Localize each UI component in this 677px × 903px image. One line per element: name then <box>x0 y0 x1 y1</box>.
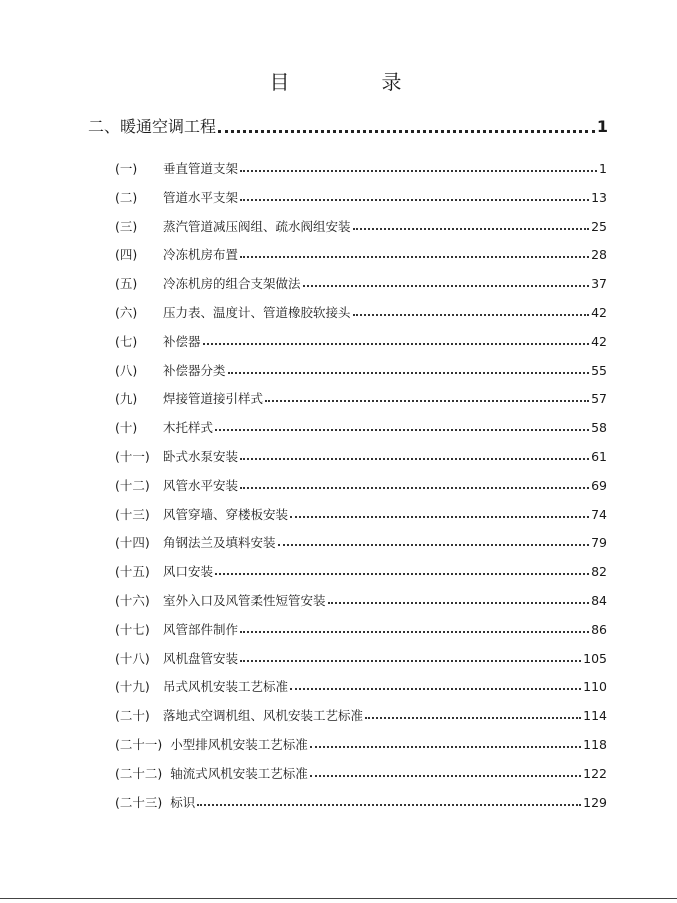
toc-entry-number: (十五) <box>115 564 150 580</box>
toc-entry-title: 木托样式 <box>163 420 214 436</box>
toc-entry-page: 129 <box>583 794 607 810</box>
toc-entry-number: (七) <box>115 333 138 349</box>
toc-entry-title: 角钢法兰及填料安装 <box>163 535 276 551</box>
dot-leader <box>353 314 590 316</box>
toc-entry-page: 69 <box>591 477 607 493</box>
toc-entry[interactable] <box>115 188 607 206</box>
toc-entry[interactable] <box>115 217 607 235</box>
toc-entry-page: 114 <box>583 708 607 724</box>
dot-leader <box>290 516 589 518</box>
toc-entry[interactable] <box>115 274 607 292</box>
toc-entry-page: 122 <box>583 765 607 781</box>
toc-entry-number: (八) <box>115 362 138 378</box>
toc-entry-number: (十八) <box>115 650 150 666</box>
toc-entry[interactable] <box>115 649 607 667</box>
toc-entry-title: 轴流式风机安装工艺标准 <box>170 765 308 781</box>
dot-leader <box>240 487 589 489</box>
toc-entry-number: (十四) <box>115 535 150 551</box>
toc-entry-title: 压力表、温度计、管道橡胶软接头 <box>163 305 351 320</box>
toc-entry-title: 冷冻机房布置 <box>163 247 239 263</box>
dot-leader <box>353 228 590 230</box>
toc-entry-title: 风口安装 <box>163 564 214 580</box>
toc-title: 目 录 <box>269 70 438 94</box>
toc-entry[interactable] <box>115 677 607 695</box>
toc-entry-number: (二十) <box>115 708 150 724</box>
toc-entry[interactable] <box>115 447 607 465</box>
dot-leader <box>365 717 581 719</box>
toc-entry-number: (二十二) <box>115 765 163 781</box>
toc-entry-title: 风管部件制作 <box>163 621 239 637</box>
toc-section-row[interactable] <box>88 114 608 137</box>
toc-entry-title: 补偿器 <box>163 333 201 349</box>
toc-entry[interactable] <box>115 764 607 782</box>
dot-leader <box>240 256 589 258</box>
dot-leader <box>278 544 590 546</box>
toc-entry-page: 55 <box>591 362 607 378</box>
toc-entry-page: 105 <box>583 650 607 666</box>
toc-entry-page: 37 <box>591 276 607 292</box>
toc-entry[interactable] <box>115 303 607 321</box>
toc-entry[interactable] <box>115 562 607 580</box>
toc-entry[interactable] <box>115 620 607 638</box>
dot-leader <box>215 429 589 431</box>
toc-entry-number: (一) <box>115 161 138 176</box>
toc-entry-title: 落地式空调机组、风机安装工艺标准 <box>163 708 364 724</box>
toc-entry-title: 垂直管道支架 <box>163 161 239 176</box>
toc-entry-page: 57 <box>591 391 607 407</box>
toc-entry[interactable] <box>115 706 607 724</box>
toc-entry-page: 84 <box>591 593 607 608</box>
toc-entry-page: 42 <box>591 305 607 320</box>
dot-leader <box>215 573 589 575</box>
toc-entry[interactable] <box>115 505 607 523</box>
toc-entry-title: 室外入口及风管柔性短管安装 <box>163 593 326 608</box>
toc-entry[interactable] <box>115 591 607 609</box>
toc-entry-page: 58 <box>591 420 607 436</box>
toc-entry-page: 86 <box>591 621 607 637</box>
toc-entry-page: 118 <box>583 737 607 752</box>
toc-entry-number: (十) <box>115 420 138 436</box>
toc-entry-number: (三) <box>115 218 138 234</box>
dot-leader <box>240 660 581 662</box>
toc-entry[interactable] <box>115 389 607 407</box>
toc-entry-title: 冷冻机房的组合支架做法 <box>163 276 301 292</box>
toc-entry[interactable] <box>115 361 607 379</box>
toc-entry-title: 小型排风机安装工艺标准 <box>170 737 308 752</box>
toc-entry-number: (九) <box>115 391 138 407</box>
toc-entry-title: 吊式风机安装工艺标准 <box>163 679 289 695</box>
toc-entry-number: (二十三) <box>115 794 163 810</box>
toc-entry-title: 标识 <box>170 794 196 810</box>
toc-entry-number: (十九) <box>115 679 150 695</box>
toc-entry-page: 13 <box>591 189 607 205</box>
toc-entry-title: 风管穿墙、穿楼板安装 <box>163 506 289 522</box>
dot-leader <box>228 372 590 374</box>
dot-leader <box>218 130 595 133</box>
toc-entry-page: 25 <box>591 218 607 234</box>
toc-entry-page: 79 <box>591 535 607 551</box>
toc-entry[interactable] <box>115 476 607 494</box>
toc-entry-title: 卧式水泵安装 <box>163 449 239 464</box>
page-bottom-border <box>0 898 677 899</box>
dot-leader <box>203 343 590 345</box>
toc-entry-page: 42 <box>591 333 607 349</box>
toc-entry-title: 蒸汽管道减压阀组、疏水阀组安装 <box>163 218 351 234</box>
toc-entry-title: 风机盘管安装 <box>163 650 239 666</box>
dot-leader <box>240 631 589 633</box>
toc-entry[interactable] <box>115 735 607 753</box>
toc-entry-page: 82 <box>591 564 607 580</box>
dot-leader <box>310 775 581 777</box>
toc-entry[interactable] <box>115 332 607 350</box>
dot-leader <box>303 285 590 287</box>
toc-entry-page: 110 <box>583 679 607 695</box>
toc-entry-number: (五) <box>115 276 138 292</box>
dot-leader <box>240 458 589 460</box>
dot-leader <box>240 170 597 172</box>
dot-leader <box>328 602 590 604</box>
toc-entry-page: 74 <box>591 506 607 522</box>
toc-entry-page: 28 <box>591 247 607 263</box>
toc-entry[interactable] <box>115 418 607 436</box>
toc-entry-title: 管道水平支架 <box>163 189 239 205</box>
toc-entry-number: (十七) <box>115 621 150 637</box>
dot-leader <box>240 199 589 201</box>
toc-entry-number: (二) <box>115 189 138 205</box>
toc-entry-page: 1 <box>599 161 607 176</box>
toc-entry-number: (十三) <box>115 506 150 522</box>
toc-entry-number: (四) <box>115 247 138 263</box>
toc-entry-number: (十二) <box>115 477 150 493</box>
toc-entry-title: 焊接管道接引样式 <box>163 391 264 407</box>
toc-entry[interactable] <box>115 533 607 551</box>
toc-entry-page: 61 <box>591 449 607 464</box>
toc-entry-title: 补偿器分类 <box>163 362 226 378</box>
toc-section-page: 1 <box>596 117 608 136</box>
toc-entry-number: (十一) <box>115 449 150 464</box>
toc-entry[interactable] <box>115 245 607 263</box>
dot-leader <box>197 804 581 806</box>
toc-section-title: 暖通空调工程 <box>120 117 217 136</box>
dot-leader <box>290 688 581 690</box>
toc-entry[interactable] <box>115 793 607 811</box>
dot-leader <box>265 400 589 402</box>
toc-entry-title: 风管水平安装 <box>163 477 239 493</box>
toc-entry-number: (六) <box>115 305 138 320</box>
toc-entry-number: (十六) <box>115 593 150 608</box>
toc-entry-number: (二十一) <box>115 737 163 752</box>
toc-section-number: 二、 <box>88 117 121 136</box>
dot-leader <box>310 746 581 748</box>
toc-entry[interactable] <box>115 159 607 177</box>
